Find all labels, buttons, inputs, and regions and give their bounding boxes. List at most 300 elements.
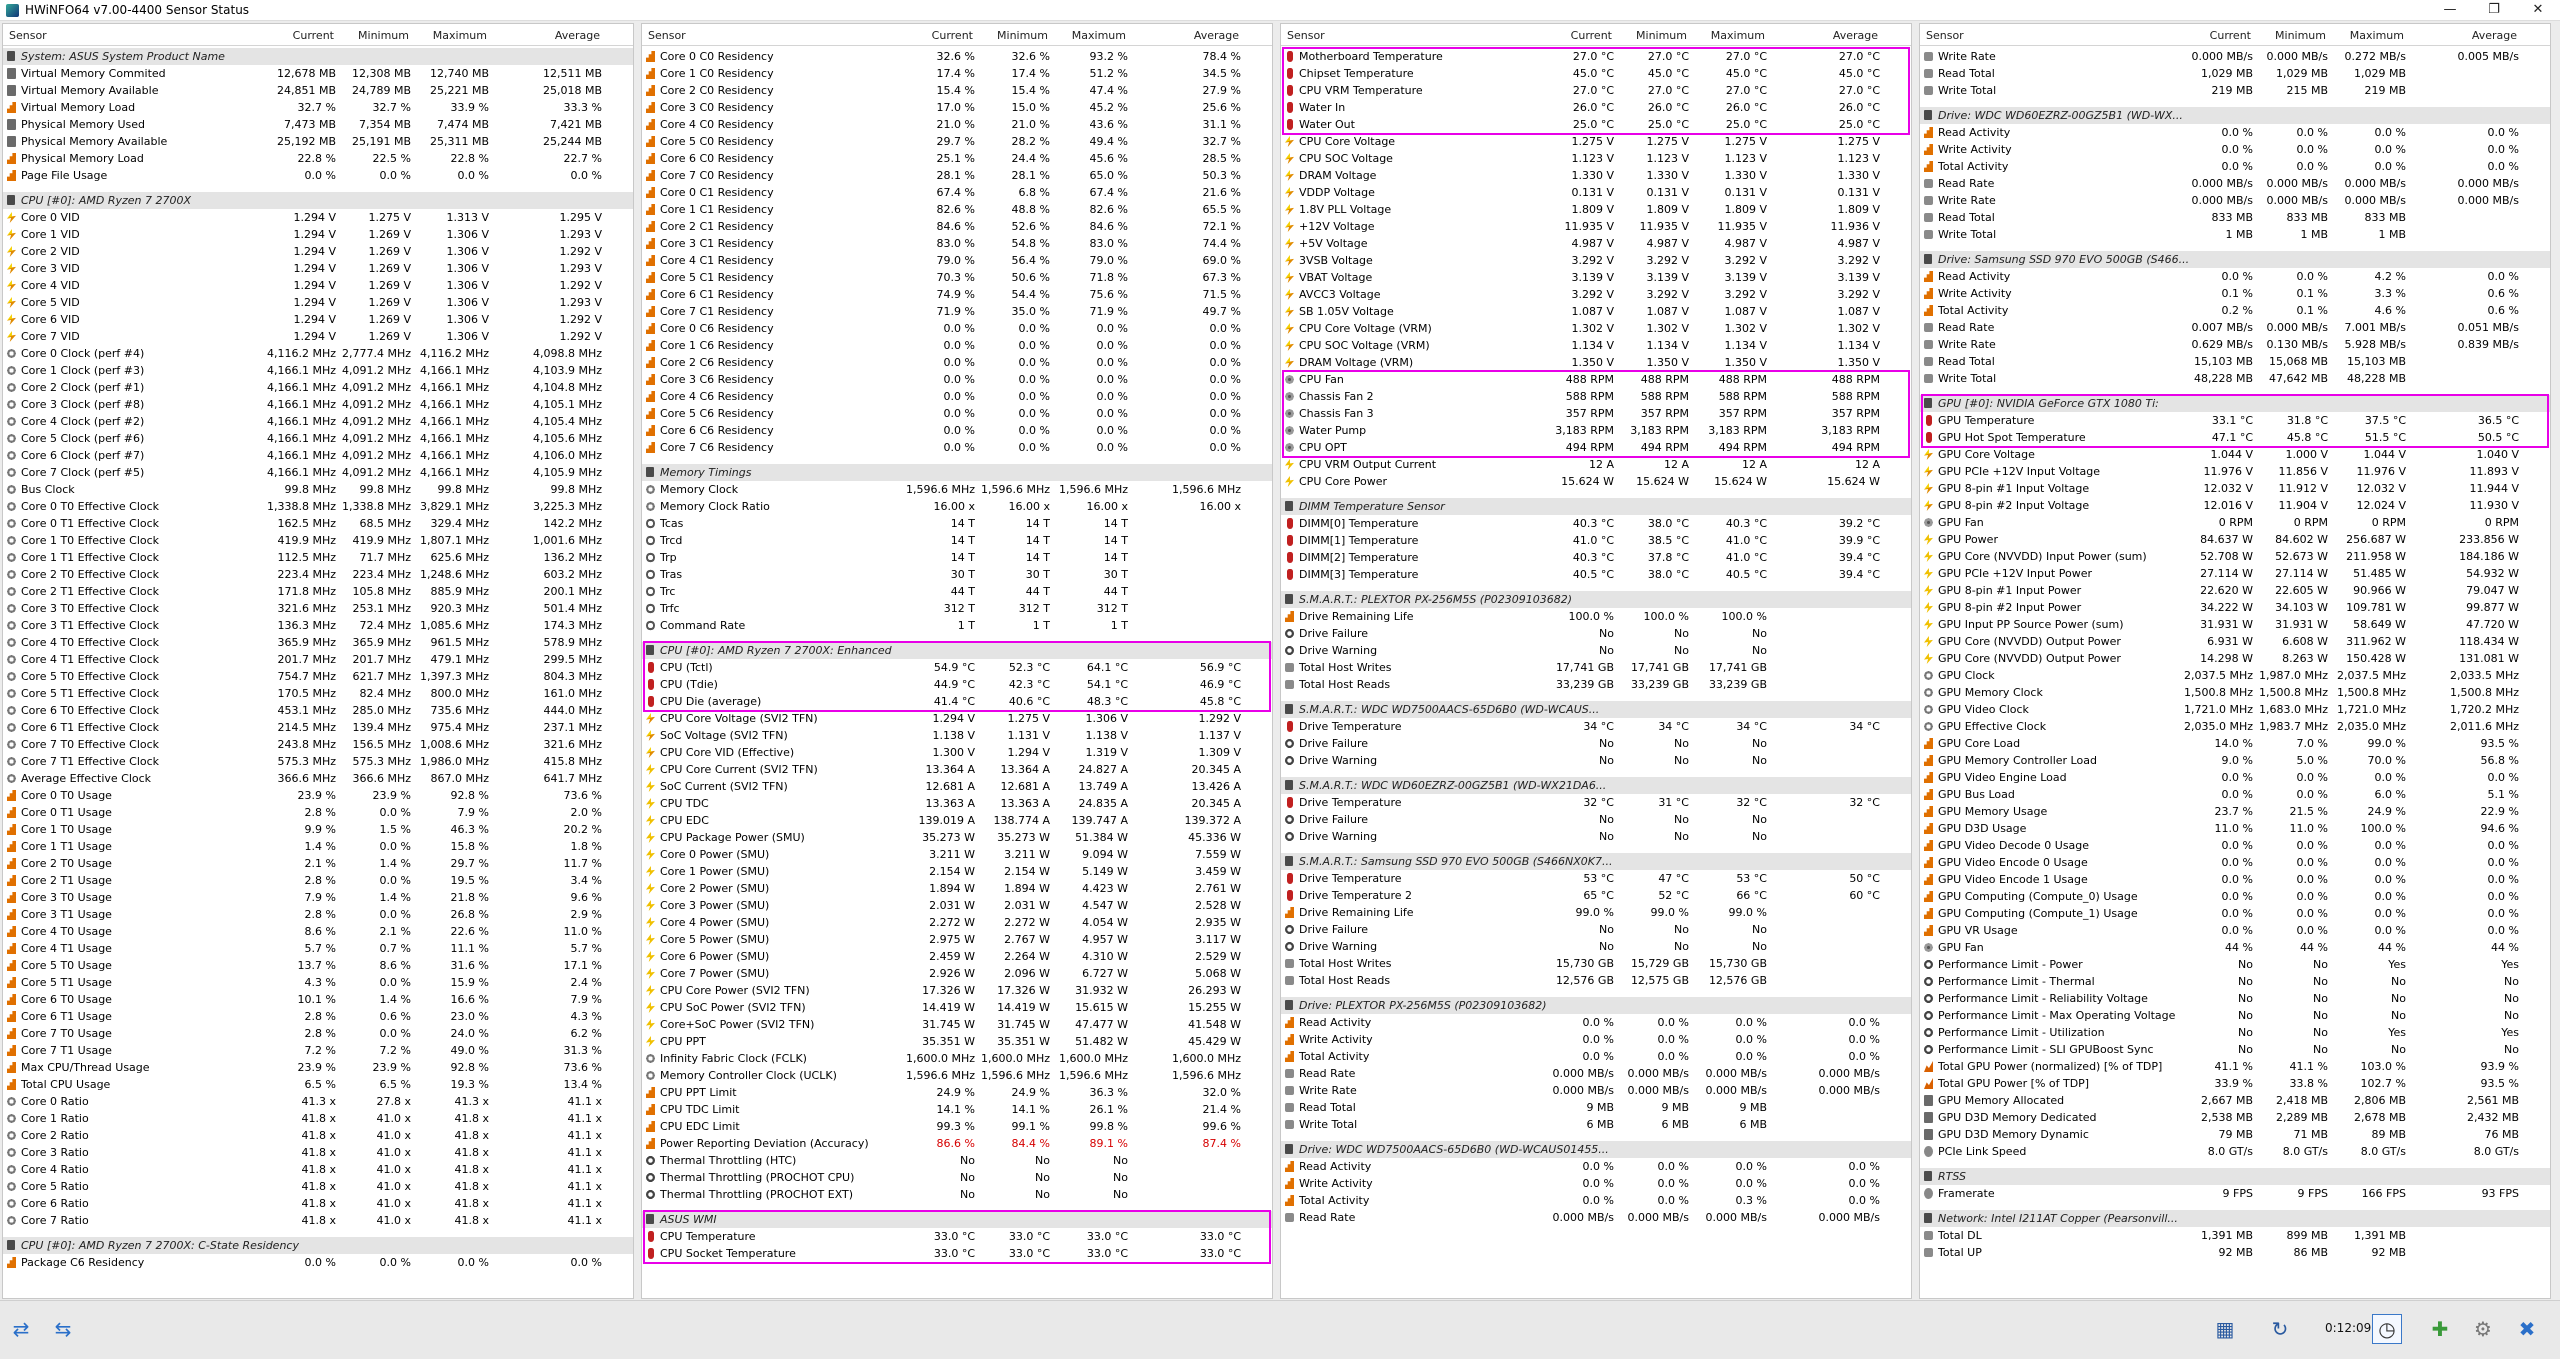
sensor-row[interactable] [3, 464, 634, 481]
sensor-row[interactable] [642, 693, 1273, 710]
sensor-row[interactable] [1920, 429, 2551, 446]
sensor-row[interactable] [1920, 650, 2551, 667]
sensor-row[interactable] [642, 1245, 1273, 1262]
sensor-row[interactable] [1920, 837, 2551, 854]
sensor-row[interactable] [1281, 955, 1912, 972]
sensor-row[interactable] [642, 982, 1273, 999]
sensor-row[interactable] [1920, 786, 2551, 803]
sensor-row[interactable] [1281, 887, 1912, 904]
sensor-row[interactable] [3, 209, 634, 226]
sensor-row[interactable] [642, 1084, 1273, 1101]
sensor-row[interactable] [1281, 515, 1912, 532]
sensor-row[interactable] [1281, 65, 1912, 82]
sensor-row[interactable] [3, 413, 634, 430]
sensor-row[interactable] [642, 812, 1273, 829]
sensor-row[interactable] [1281, 133, 1912, 150]
sensor-row[interactable] [3, 362, 634, 379]
sensor-row[interactable] [1281, 811, 1912, 828]
sensor-row[interactable] [642, 617, 1273, 634]
sensor-row[interactable] [642, 1033, 1273, 1050]
sensor-row[interactable] [1281, 252, 1912, 269]
clock-icon[interactable]: ◷ [2372, 1314, 2402, 1344]
sensor-row[interactable] [1920, 684, 2551, 701]
sensor-row[interactable] [1281, 972, 1912, 989]
sensor-group-header[interactable] [3, 1237, 634, 1254]
sensor-row[interactable] [642, 566, 1273, 583]
sensor-row[interactable] [3, 940, 634, 957]
sensor-row[interactable] [1920, 1075, 2551, 1092]
sensor-row[interactable] [642, 82, 1273, 99]
sensor-row[interactable] [1920, 497, 2551, 514]
sensor-row[interactable] [1920, 192, 2551, 209]
sensor-row[interactable] [1281, 532, 1912, 549]
sensor-row[interactable] [3, 1195, 634, 1212]
sensor-row[interactable] [3, 311, 634, 328]
header-minimum[interactable]: Minimum [358, 29, 409, 42]
sensor-row[interactable] [3, 685, 634, 702]
sensor-row[interactable] [1920, 226, 2551, 243]
sensor-row[interactable] [1920, 285, 2551, 302]
sensor-group-header[interactable] [3, 192, 634, 209]
sensor-row[interactable] [642, 710, 1273, 727]
sensor-row[interactable] [3, 99, 634, 116]
sensor-row[interactable] [3, 838, 634, 855]
sensor-row[interactable] [1281, 642, 1912, 659]
sensor-group-header[interactable] [1920, 1210, 2551, 1227]
sensor-row[interactable] [1920, 1007, 2551, 1024]
sensor-row[interactable] [1920, 158, 2551, 175]
sensor-row[interactable] [642, 1169, 1273, 1186]
sensor-group-header[interactable] [1281, 591, 1912, 608]
sensor-row[interactable] [1281, 405, 1912, 422]
sensor-row[interactable] [642, 65, 1273, 82]
close-window-button[interactable]: ✕ [2532, 2, 2544, 17]
sensor-row[interactable] [1920, 565, 2551, 582]
header-average[interactable]: Average [1832, 29, 1878, 42]
sensor-row[interactable] [642, 880, 1273, 897]
sensor-row[interactable] [1920, 336, 2551, 353]
sensor-panel-4[interactable] [1919, 23, 2551, 1299]
sensor-row[interactable] [1281, 337, 1912, 354]
sensor-row[interactable] [1281, 184, 1912, 201]
sensor-group-header[interactable] [642, 642, 1273, 659]
sensor-row[interactable] [1920, 582, 2551, 599]
sensor-row[interactable] [3, 1144, 634, 1161]
sensor-row[interactable] [1920, 370, 2551, 387]
sensor-row[interactable] [1281, 904, 1912, 921]
sensor-row[interactable] [1281, 549, 1912, 566]
sensor-row[interactable] [1281, 828, 1912, 845]
sensor-row[interactable] [3, 991, 634, 1008]
sensor-row[interactable] [1281, 303, 1912, 320]
sensor-group-header[interactable] [1920, 107, 2551, 124]
sensor-row[interactable] [1920, 82, 2551, 99]
sensor-row[interactable] [1281, 201, 1912, 218]
sensor-panel-1[interactable] [2, 23, 634, 1299]
sensor-row[interactable] [642, 778, 1273, 795]
sensor-group-header[interactable] [1281, 997, 1912, 1014]
sensor-row[interactable] [3, 668, 634, 685]
sensor-row[interactable] [1920, 888, 2551, 905]
sensor-row[interactable] [3, 651, 634, 668]
sensor-row[interactable] [1281, 1082, 1912, 1099]
sensor-row[interactable] [1920, 209, 2551, 226]
sensor-row[interactable] [1281, 422, 1912, 439]
sensor-group-header[interactable] [1281, 1141, 1912, 1158]
sensor-row[interactable] [642, 150, 1273, 167]
sensor-row[interactable] [642, 600, 1273, 617]
header-maximum[interactable]: Maximum [1071, 29, 1126, 42]
sensor-row[interactable] [1281, 1192, 1912, 1209]
sensor-group-header[interactable] [1920, 395, 2551, 412]
header-sensor[interactable]: Sensor [1287, 29, 1325, 42]
sensor-row[interactable] [1920, 752, 2551, 769]
sensor-row[interactable] [3, 1161, 634, 1178]
sensor-row[interactable] [1281, 608, 1912, 625]
sensor-row[interactable] [1281, 456, 1912, 473]
sensor-row[interactable] [3, 600, 634, 617]
sensor-row[interactable] [1920, 633, 2551, 650]
sensor-row[interactable] [642, 549, 1273, 566]
sensor-row[interactable] [642, 320, 1273, 337]
sensor-row[interactable] [3, 1042, 634, 1059]
sensor-row[interactable] [3, 1059, 634, 1076]
sensor-row[interactable] [1281, 48, 1912, 65]
sensor-row[interactable] [3, 396, 634, 413]
sensor-row[interactable] [3, 532, 634, 549]
sensor-row[interactable] [1281, 218, 1912, 235]
sensor-row[interactable] [1920, 854, 2551, 871]
sensor-row[interactable] [3, 133, 634, 150]
sensor-row[interactable] [1920, 956, 2551, 973]
sensor-row[interactable] [3, 974, 634, 991]
sensor-row[interactable] [642, 133, 1273, 150]
sensor-row[interactable] [642, 999, 1273, 1016]
sensor-row[interactable] [1281, 150, 1912, 167]
sensor-row[interactable] [1920, 616, 2551, 633]
sensor-row[interactable] [3, 634, 634, 651]
header-minimum[interactable]: Minimum [1636, 29, 1687, 42]
sensor-row[interactable] [642, 659, 1273, 676]
sensor-row[interactable] [3, 736, 634, 753]
sensor-row[interactable] [642, 1067, 1273, 1084]
header-current[interactable]: Current [2209, 29, 2251, 42]
sensor-row[interactable] [3, 150, 634, 167]
sensor-row[interactable] [642, 116, 1273, 133]
sensor-row[interactable] [1281, 1014, 1912, 1031]
sensor-row[interactable] [1281, 286, 1912, 303]
sensor-row[interactable] [642, 422, 1273, 439]
sensor-row[interactable] [1281, 235, 1912, 252]
sensor-row[interactable] [642, 897, 1273, 914]
sensor-row[interactable] [1920, 735, 2551, 752]
sensor-group-header[interactable] [1281, 498, 1912, 515]
sensor-panel-2[interactable] [641, 23, 1273, 1299]
sensor-row[interactable] [642, 439, 1273, 456]
sensor-row[interactable] [1920, 268, 2551, 285]
sensor-row[interactable] [1281, 473, 1912, 490]
sensor-row[interactable] [642, 337, 1273, 354]
sensor-row[interactable] [642, 829, 1273, 846]
sensor-row[interactable] [3, 1093, 634, 1110]
sensor-row[interactable] [642, 167, 1273, 184]
sensor-row[interactable] [3, 1008, 634, 1025]
sensor-row[interactable] [3, 82, 634, 99]
sensor-row[interactable] [1281, 752, 1912, 769]
nav-left-arrow-icon[interactable]: ⇄ [12, 1317, 30, 1341]
sensor-group-header[interactable] [642, 1211, 1273, 1228]
sensor-row[interactable] [1281, 1175, 1912, 1192]
sensor-row[interactable] [1281, 1048, 1912, 1065]
sensor-row[interactable] [1920, 820, 2551, 837]
header-maximum[interactable]: Maximum [2349, 29, 2404, 42]
header-minimum[interactable]: Minimum [997, 29, 1048, 42]
sensor-row[interactable] [1920, 922, 2551, 939]
header-maximum[interactable]: Maximum [432, 29, 487, 42]
header-sensor[interactable]: Sensor [9, 29, 47, 42]
sensor-row[interactable] [1281, 388, 1912, 405]
sensor-row[interactable] [1281, 1209, 1912, 1226]
header-current[interactable]: Current [292, 29, 334, 42]
sensor-row[interactable] [3, 566, 634, 583]
sensor-row[interactable] [1920, 175, 2551, 192]
sensor-row[interactable] [1920, 65, 2551, 82]
sensor-row[interactable] [1920, 463, 2551, 480]
sensor-row[interactable] [1281, 439, 1912, 456]
sensor-row[interactable] [1920, 319, 2551, 336]
sensor-row[interactable] [642, 252, 1273, 269]
sensor-row[interactable] [1920, 446, 2551, 463]
sensor-row[interactable] [642, 235, 1273, 252]
sensor-row[interactable] [3, 226, 634, 243]
sensor-row[interactable] [642, 795, 1273, 812]
sensor-row[interactable] [642, 515, 1273, 532]
sensor-row[interactable] [1920, 1227, 2551, 1244]
sensor-group-header[interactable] [642, 464, 1273, 481]
sensor-row[interactable] [642, 965, 1273, 982]
sensor-row[interactable] [3, 1110, 634, 1127]
sensor-row[interactable] [3, 515, 634, 532]
sensor-row[interactable] [1920, 412, 2551, 429]
sensor-row[interactable] [3, 345, 634, 362]
sensor-row[interactable] [1920, 1143, 2551, 1160]
header-current[interactable]: Current [931, 29, 973, 42]
sensor-row[interactable] [1920, 1024, 2551, 1041]
sensor-row[interactable] [642, 532, 1273, 549]
sensor-row[interactable] [642, 846, 1273, 863]
sensor-row[interactable] [3, 328, 634, 345]
sensor-row[interactable] [3, 243, 634, 260]
sensor-row[interactable] [1281, 625, 1912, 642]
sensor-row[interactable] [642, 583, 1273, 600]
sensor-row[interactable] [1920, 1058, 2551, 1075]
sensor-row[interactable] [1281, 676, 1912, 693]
sensor-row[interactable] [1920, 124, 2551, 141]
sensor-row[interactable] [642, 218, 1273, 235]
sensor-row[interactable] [3, 498, 634, 515]
sensor-row[interactable] [1920, 939, 2551, 956]
header-current[interactable]: Current [1570, 29, 1612, 42]
sensor-row[interactable] [642, 269, 1273, 286]
sensor-row[interactable] [642, 1228, 1273, 1245]
sensor-row[interactable] [3, 65, 634, 82]
sensor-row[interactable] [642, 99, 1273, 116]
close-sensors-icon[interactable]: ✖ [2518, 1317, 2536, 1341]
sensor-row[interactable] [3, 1076, 634, 1093]
sensor-row[interactable] [3, 430, 634, 447]
sensor-row[interactable] [642, 727, 1273, 744]
sensor-row[interactable] [642, 481, 1273, 498]
nav-right-arrow-icon[interactable]: ⇆ [54, 1317, 72, 1341]
sensor-row[interactable] [1920, 1092, 2551, 1109]
sensor-row[interactable] [1920, 973, 2551, 990]
sensor-row[interactable] [1920, 990, 2551, 1007]
sensor-row[interactable] [3, 1127, 634, 1144]
sensor-row[interactable] [1281, 1065, 1912, 1082]
sensor-row[interactable] [3, 923, 634, 940]
header-average[interactable]: Average [2471, 29, 2517, 42]
sensor-row[interactable] [1920, 353, 2551, 370]
settings-icon[interactable]: ⚙ [2474, 1317, 2492, 1341]
sensor-row[interactable] [642, 498, 1273, 515]
sensor-row[interactable] [3, 583, 634, 600]
sensor-row[interactable] [642, 676, 1273, 693]
sensor-row[interactable] [1281, 794, 1912, 811]
sensor-row[interactable] [3, 787, 634, 804]
sensor-row[interactable] [1281, 371, 1912, 388]
header-average[interactable]: Average [554, 29, 600, 42]
sensor-row[interactable] [642, 201, 1273, 218]
sensor-row[interactable] [1281, 167, 1912, 184]
sensor-row[interactable] [1281, 269, 1912, 286]
sensor-row[interactable] [3, 260, 634, 277]
sensor-row[interactable] [3, 770, 634, 787]
sensor-row[interactable] [642, 914, 1273, 931]
sensor-row[interactable] [3, 1178, 634, 1195]
sensor-group-header[interactable] [3, 48, 634, 65]
sensor-row[interactable] [642, 405, 1273, 422]
sensor-row[interactable] [3, 753, 634, 770]
sensor-row[interactable] [642, 48, 1273, 65]
sensor-row[interactable] [1281, 938, 1912, 955]
sensor-row[interactable] [3, 906, 634, 923]
sensor-row[interactable] [642, 1186, 1273, 1203]
sensor-group-header[interactable] [1281, 701, 1912, 718]
sensor-row[interactable] [3, 549, 634, 566]
sensor-row[interactable] [1920, 718, 2551, 735]
sensor-row[interactable] [1920, 871, 2551, 888]
sensor-row[interactable] [1920, 769, 2551, 786]
sensor-row[interactable] [642, 1135, 1273, 1152]
sensor-row[interactable] [3, 277, 634, 294]
sensor-group-header[interactable] [1281, 777, 1912, 794]
sensor-row[interactable] [1920, 480, 2551, 497]
sensor-row[interactable] [3, 872, 634, 889]
sensor-row[interactable] [1920, 599, 2551, 616]
sensor-row[interactable] [1281, 659, 1912, 676]
sensor-row[interactable] [642, 1016, 1273, 1033]
sensor-row[interactable] [642, 354, 1273, 371]
sensor-row[interactable] [1281, 354, 1912, 371]
sensor-row[interactable] [642, 863, 1273, 880]
sync-icon[interactable]: ↻ [2271, 1317, 2289, 1341]
sensor-row[interactable] [642, 761, 1273, 778]
sensor-row[interactable] [1281, 99, 1912, 116]
sensor-row[interactable] [3, 719, 634, 736]
sensor-row[interactable] [3, 804, 634, 821]
sensor-group-header[interactable] [1920, 1168, 2551, 1185]
sensor-row[interactable] [642, 1101, 1273, 1118]
sensor-row[interactable] [1281, 735, 1912, 752]
sensor-row[interactable] [642, 303, 1273, 320]
sensor-group-header[interactable] [1920, 251, 2551, 268]
sensor-row[interactable] [3, 167, 634, 184]
sensor-row[interactable] [1281, 1031, 1912, 1048]
sensor-row[interactable] [3, 702, 634, 719]
sensor-row[interactable] [1920, 141, 2551, 158]
sensor-row[interactable] [1281, 1099, 1912, 1116]
sensor-row[interactable] [1920, 1126, 2551, 1143]
sensor-row[interactable] [3, 447, 634, 464]
sensor-row[interactable] [1920, 803, 2551, 820]
sensor-row[interactable] [1281, 116, 1912, 133]
sensor-row[interactable] [3, 617, 634, 634]
sensor-row[interactable] [3, 1025, 634, 1042]
sensor-row[interactable] [3, 116, 634, 133]
sensor-row[interactable] [3, 481, 634, 498]
sensor-row[interactable] [3, 821, 634, 838]
sensor-row[interactable] [3, 889, 634, 906]
maximize-button[interactable]: ❐ [2488, 2, 2500, 17]
sensor-row[interactable] [1281, 870, 1912, 887]
sensor-row[interactable] [1281, 921, 1912, 938]
sensor-row[interactable] [642, 948, 1273, 965]
sensor-row[interactable] [642, 184, 1273, 201]
sensor-row[interactable] [1920, 302, 2551, 319]
sensor-row[interactable] [1281, 320, 1912, 337]
sensor-row[interactable] [1281, 82, 1912, 99]
minimize-button[interactable]: — [2443, 2, 2457, 17]
sensor-row[interactable] [1920, 667, 2551, 684]
sensor-row[interactable] [1281, 566, 1912, 583]
sensor-row[interactable] [1281, 1116, 1912, 1133]
sensor-group-header[interactable] [1281, 853, 1912, 870]
sensor-row[interactable] [642, 931, 1273, 948]
sensor-row[interactable] [1920, 905, 2551, 922]
sensor-row[interactable] [1920, 1185, 2551, 1202]
sensor-row[interactable] [3, 855, 634, 872]
sensor-row[interactable] [642, 388, 1273, 405]
header-sensor[interactable]: Sensor [648, 29, 686, 42]
header-maximum[interactable]: Maximum [1710, 29, 1765, 42]
sensor-row[interactable] [3, 379, 634, 396]
sensor-row[interactable] [3, 1212, 634, 1229]
sensor-row[interactable] [1920, 1109, 2551, 1126]
add-report-icon[interactable]: ✚ [2431, 1317, 2449, 1341]
header-minimum[interactable]: Minimum [2275, 29, 2326, 42]
network-icon[interactable]: ▦ [2215, 1317, 2235, 1341]
header-sensor[interactable]: Sensor [1926, 29, 1964, 42]
sensor-row[interactable] [642, 371, 1273, 388]
sensor-row[interactable] [642, 1118, 1273, 1135]
sensor-row[interactable] [1920, 701, 2551, 718]
sensor-row[interactable] [1920, 48, 2551, 65]
sensor-row[interactable] [642, 1152, 1273, 1169]
sensor-row[interactable] [3, 294, 634, 311]
sensor-row[interactable] [1920, 1244, 2551, 1261]
sensor-row[interactable] [642, 1050, 1273, 1067]
sensor-row[interactable] [642, 286, 1273, 303]
